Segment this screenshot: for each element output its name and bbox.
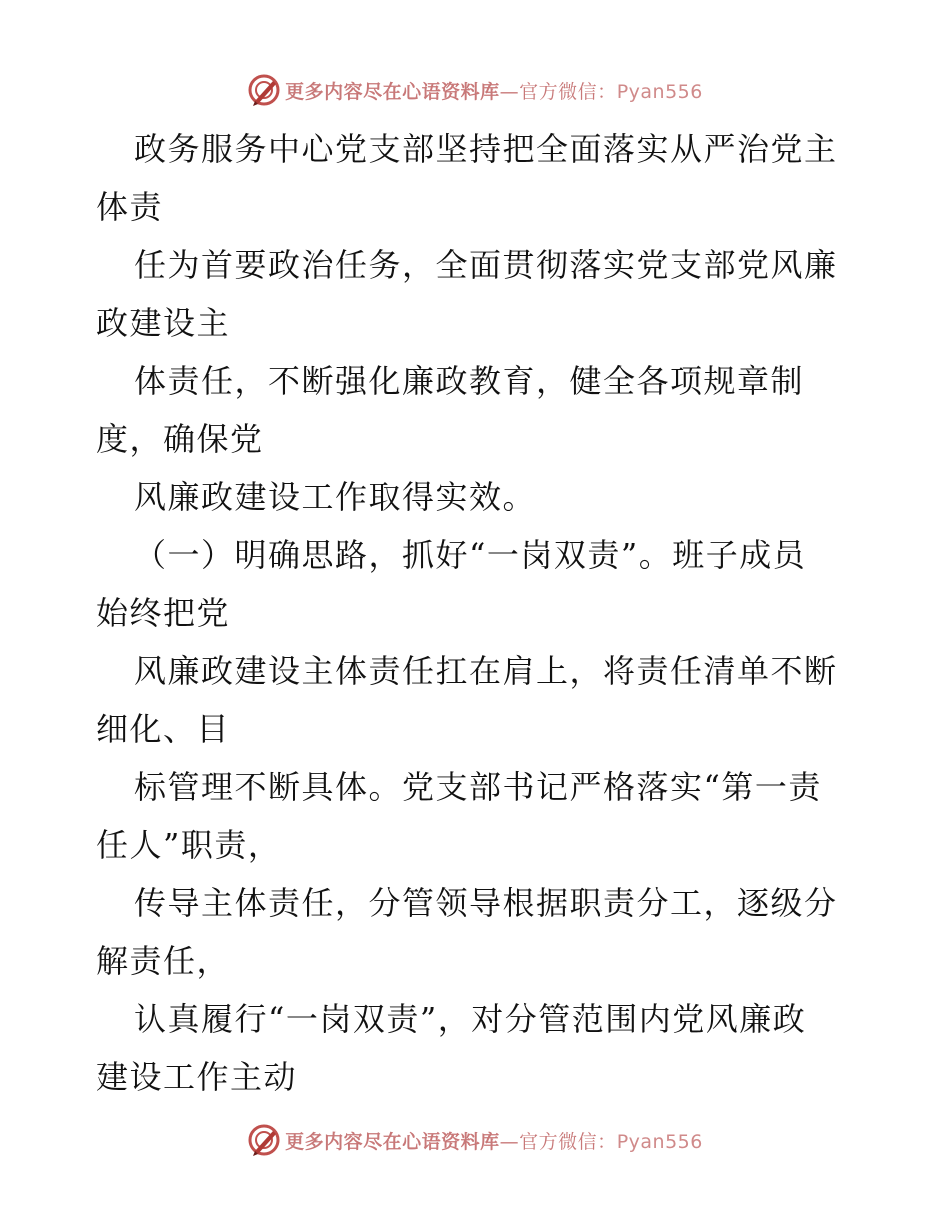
text-line: 政建设主 <box>96 304 231 342</box>
text-line: （一）明确思路，抓好“一岗双责”。班子成员 <box>134 536 807 574</box>
watermark-wechat-id: Pyan556 <box>616 80 703 103</box>
watermark-suffix: 官方微信： <box>519 80 617 103</box>
pen-logo-icon <box>247 1123 281 1157</box>
text-line: 风廉政建设主体责任扛在肩上，将责任清单不断 <box>134 652 838 690</box>
watermark-dash: — <box>499 1130 520 1153</box>
text-line: 标管理不断具体。党支部书记严格落实“第一责 <box>134 768 822 806</box>
text-line: 建设工作主动 <box>96 1058 298 1096</box>
watermark-main-text: 更多内容尽在心语资料库 <box>285 1130 500 1153</box>
text-line: 体责 <box>96 188 164 226</box>
document-body <box>96 120 856 1106</box>
text-line: 体责任，不断强化廉政教育，健全各项规章制 <box>134 362 805 400</box>
pen-logo-icon <box>247 73 281 107</box>
header-watermark <box>0 70 950 110</box>
text-line: 风廉政建设工作取得实效。 <box>134 478 537 516</box>
text-line: 细化、目 <box>96 710 231 748</box>
text-line: 传导主体责任，分管领导根据职责分工，逐级分 <box>134 884 838 922</box>
watermark-main-text: 更多内容尽在心语资料库 <box>285 80 500 103</box>
text-line: 始终把党 <box>96 594 231 632</box>
text-line: 政务服务中心党支部坚持把全面落实从严治党主 <box>134 130 838 168</box>
watermark-suffix: 官方微信： <box>519 1130 617 1153</box>
text-line: 解责任， <box>96 942 231 980</box>
footer-watermark <box>0 1120 950 1160</box>
watermark-wechat-id: Pyan556 <box>616 1130 703 1153</box>
text-line: 认真履行“一岗双责”，对分管范围内党风廉政 <box>134 1000 807 1038</box>
text-line: 任人”职责， <box>96 826 282 864</box>
watermark-dash: — <box>499 80 520 103</box>
text-line: 任为首要政治任务，全面贯彻落实党支部党风廉 <box>134 246 838 284</box>
text-line: 度，确保党 <box>96 420 264 458</box>
